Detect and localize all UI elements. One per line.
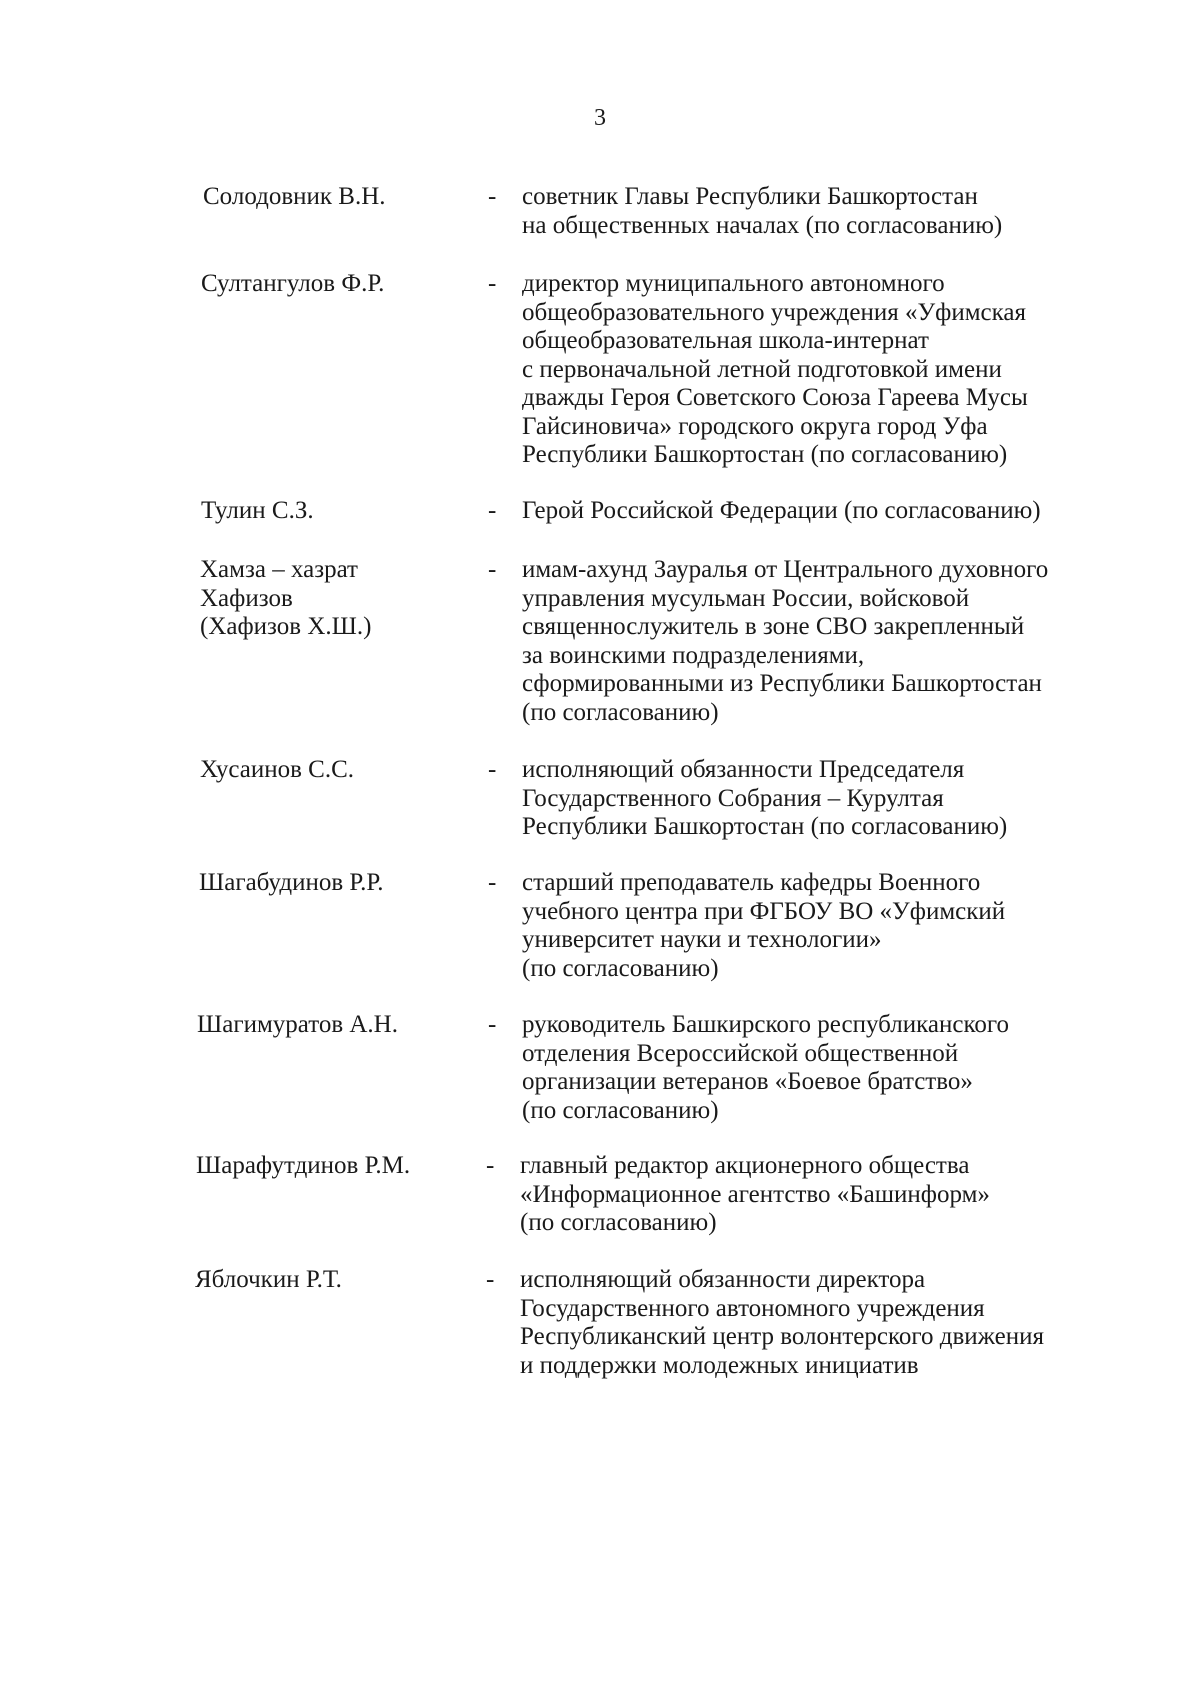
member-position-line: директор муниципального автономного <box>522 270 945 297</box>
member-position-line: руководитель Башкирского республиканского <box>522 1011 1009 1038</box>
member-name: Султангулов Ф.Р. <box>201 270 385 297</box>
separator-dash: - <box>486 1152 495 1179</box>
separator-dash: - <box>488 270 497 297</box>
member-position-line: Республиканский центр волонтерского движения <box>520 1323 1044 1350</box>
member-position-line: имам-ахунд Зауралья от Центрального духовного <box>522 556 1049 583</box>
page-number: 3 <box>594 105 606 131</box>
member-position-line: отделения Всероссийской общественной <box>522 1039 959 1067</box>
member-name: Шагабудинов Р.Р. <box>199 869 384 896</box>
member-position-line: Гайсиновича» городского округа город Уфа <box>522 412 988 440</box>
member-position-line: Республики Башкортостан (по согласованию) <box>522 441 1008 468</box>
member-position-line: исполняющий обязанности директора <box>520 1266 926 1293</box>
separator-dash: - <box>488 756 497 783</box>
member-name: (Хафизов Х.Ш.) <box>200 613 372 640</box>
member-position-line: и поддержки молодежных инициатив <box>520 1351 919 1379</box>
member-position-line: советник Главы Республики Башкортостан <box>522 183 978 210</box>
member-position-line: Герой Российской Федерации (по согласованию) <box>522 497 1041 524</box>
member-position-line: на общественных началах (по согласованию) <box>522 211 1003 239</box>
member-position-line: учебного центра при ФГБОУ ВО «Уфимский <box>522 897 1006 925</box>
member-position-line: исполняющий обязанности Председателя <box>522 756 965 783</box>
separator-dash: - <box>488 183 497 210</box>
member-name: Хафизов <box>200 584 293 612</box>
member-name: Хамза – хазрат <box>200 556 358 583</box>
member-position-line: дважды Героя Советского Союза Гареева Мусы <box>522 384 1028 411</box>
member-position-line: организации ветеранов «Боевое братство» <box>522 1068 973 1095</box>
separator-dash: - <box>486 1266 495 1293</box>
separator-dash: - <box>488 1011 497 1038</box>
member-position-line: с первоначальной летной подготовкой имени <box>522 355 1002 383</box>
member-name: Яблочкин Р.Т. <box>195 1266 342 1293</box>
member-position-line: (по согласованию) <box>520 1209 717 1236</box>
member-position-line: управления мусульман России, войсковой <box>522 584 970 612</box>
member-position-line: университет науки и технологии» <box>522 926 882 953</box>
member-name: Хусаинов С.С. <box>200 756 355 783</box>
member-name: Тулин С.З. <box>201 497 314 524</box>
member-position-line: общеобразовательная школа-интернат <box>522 327 929 354</box>
member-position-line: Государственного автономного учреждения <box>520 1294 985 1322</box>
member-position-line: за воинскими подразделениями, <box>522 641 865 669</box>
member-position-line: Государственного Собрания – Курултая <box>522 784 944 812</box>
member-name: Шарафутдинов Р.М. <box>196 1152 411 1179</box>
member-position-line: Республики Башкортостан (по согласованию) <box>522 813 1008 840</box>
member-position-line: (по согласованию) <box>522 1096 719 1124</box>
member-position-line: «Информационное агентство «Башинформ» <box>520 1180 990 1208</box>
member-name: Шагимуратов А.Н. <box>197 1011 398 1038</box>
member-position-line: сформированными из Республики Башкортостан <box>522 670 1042 697</box>
separator-dash: - <box>488 556 497 583</box>
member-position-line: общеобразовательного учреждения «Уфимская <box>522 298 1027 326</box>
member-position-line: главный редактор акционерного общества <box>520 1152 970 1179</box>
member-position-line: священнослужитель в зоне СВО закрепленный <box>522 613 1025 640</box>
separator-dash: - <box>488 869 497 896</box>
member-name: Солодовник В.Н. <box>203 183 386 210</box>
member-position-line: (по согласованию) <box>522 954 719 982</box>
member-position-line: старший преподаватель кафедры Военного <box>522 869 981 896</box>
separator-dash: - <box>488 497 497 524</box>
member-position-line: (по согласованию) <box>522 698 719 726</box>
